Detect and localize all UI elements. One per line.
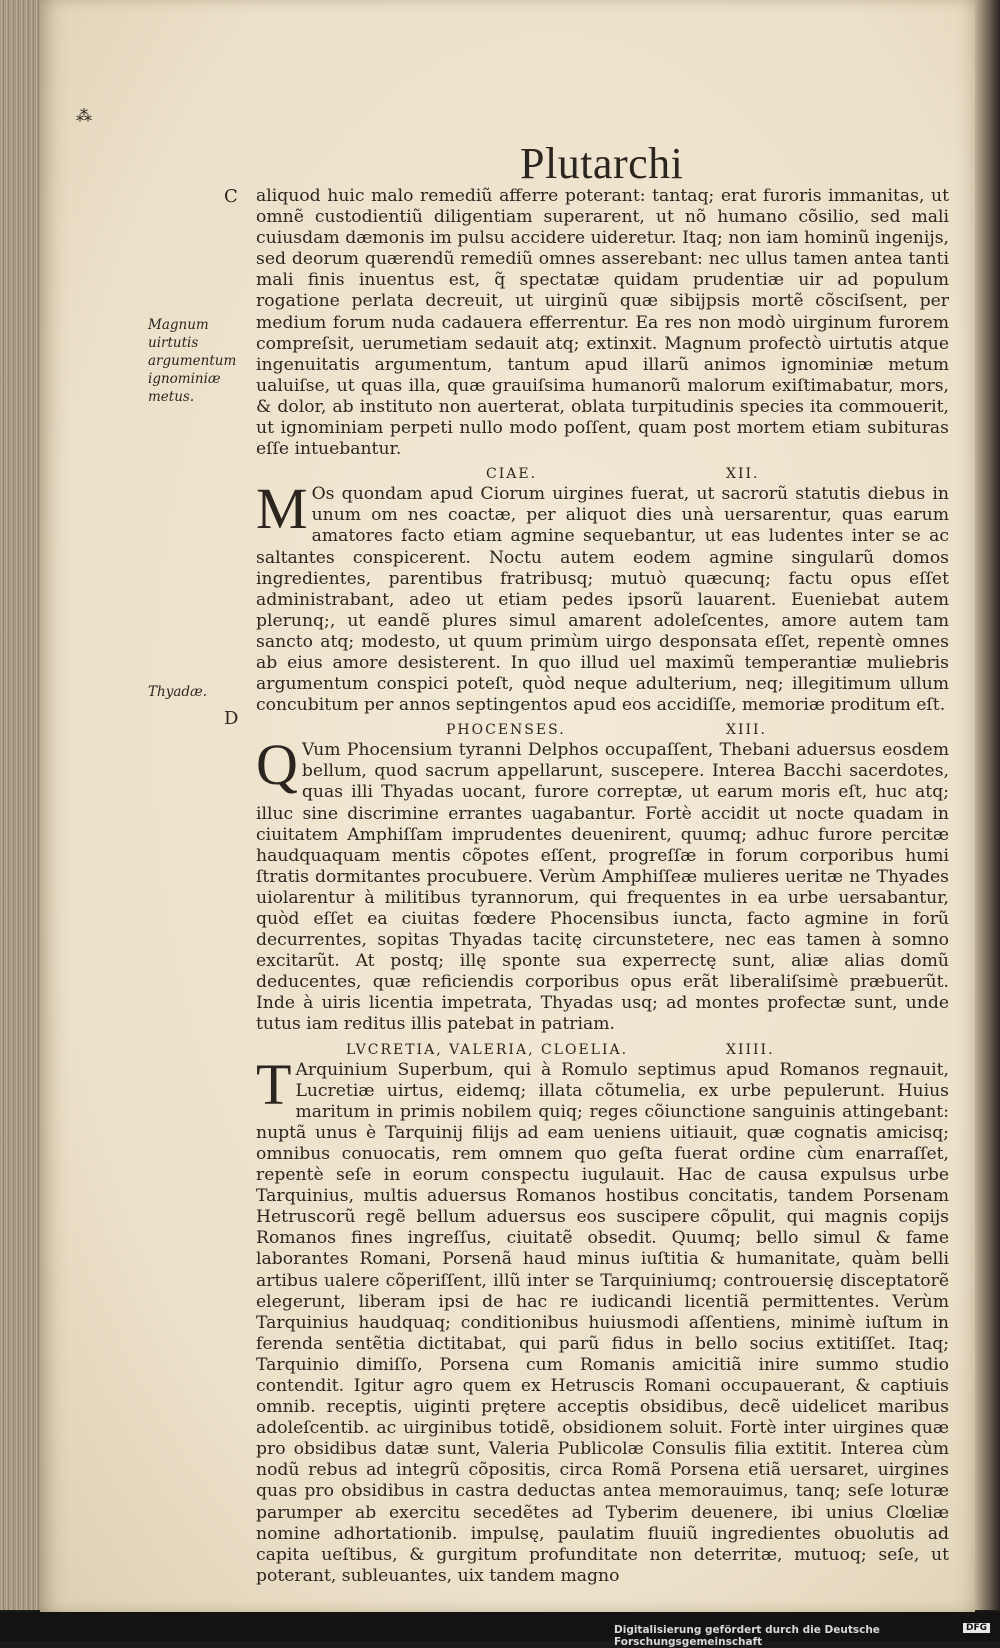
opening-paragraph: aliquod huic malo remediũ afferre poterant: tantaq; erat furoris immanitas, ut omnẽ custodientiũ diligentiam superarent, ut nõ humano cõsilio, sed mali cuiusdam dæmonis im pulsu accidere uideretur. Itaq; non iam hominũ ingenijs, sed deorum quærendũ remediũ omnes asserebant: nec ullus tamen antea tanti mali finis inuentus est, q̃ spectatæ quidam prudentiæ uir ad populum rogatione perlata decreuit, ut uirginũ quæ sibijpsis mortẽ cõsciſsent, per medium forum nuda cadauera efferrentur. Ea res non modò uirginum furorem compreſsit, uerumetiam sedauit atq; extinxit. Magnum profectò uirtutis atque ingenuitatis argumentum, tantum apud illarũ animos ignominiæ metum ualuiſse, ut quas illa, quæ grauiſsima humanorũ malorum exiſtimabatur, mors, & dolor, ab instituto non auerterat, oblata turpitudinis species ita commouerit, ut ignominiam perpeti nullo modo poſſent, quam post mortem etiam subituras eſſe intuebantur. [256, 186, 949, 460]
section-number-xiii: XIII. [726, 722, 768, 739]
paragraph-ciae [256, 476, 949, 716]
side-note-magnum: Magnum uirtutis argumentum ignominiæ metus. [148, 317, 237, 405]
paragraph-lucretia-text: Arquinium Superbum, qui à Romulo septimus apud Romanos regnauit, Lucretiæ uirtus, eidemq; illata cõtumelia, ex urbe pepulerunt. Huius maritum in primis nobilem quiq; reges cõiunctione sanguinis attingebant: nuptã unus è Tarquinij filijs ad eam ueniens uitiauit, quæ cognatis amicisq; omnibus conuocatis, rem omnem quo geſta fuerat ordine cùm enarraſſet, repentè seſe in eorum conspectu iugulauit. Hac de causa expulsus urbe Tarquinius, multis aduersus Romanos hostibus concitatis, tandem Porsenam Hetruscorũ regẽ bellum aduersus eos suscipere cõpulit, qui magnis copijs Romanos fines ingreſſus, ciuitatẽ obsedit. Quumq; bello simul & fame laborantes Romani, Porsenã haud minus iuſtitia & humanitate, quàm belli artibus ualere cõperiſſent, illũ inter se Tarquiniumq; controuersię disceptatorẽ elegerunt, liberam ipsi de hac re iudicandi licentiã permittentes. Verùm Tarquinius haudquaq; conditionibus huiusmodi aſſentiens, minimè iuſtum in ferenda sentẽtia dictitabat, qui parũ fidus in bello socius extitiſſet. Itaq; Tarquinio dimiſſo, Porsena cum Romanis amicitiã inire summo studio contendit. Igitur agro quem ex Hetruscis Romani occupauerant, & captiuis omnib. receptis, uiginti prętere acceptis obsidibus, decẽ uidelicet maribus adoleſcentib. ac uirginibus totidẽ, obsidionem soluit. Fortè inter uirgines quæ pro obsidibus datæ sunt, Valeria Publicolæ Consulis filia extitit. Interea cùm nodũ rebus ad integrũ cõpositis, circa Romã Porsena etiã uersaret, uirgines quas pro obsidibus in castra deductas antea memorauimus, tanq; seſe loturæ parumper ab exercitu secedẽtes ad Tyberim deuenere, ibi unius Clœliæ nomine adhortationib. impulsę, paulatim fluuiũ ingredientes obuolutis ad capita ueſtibus, & gurgitum profunditate non deterritæ, mutuoq; seſe, ut poterant, subleuantes, uix tandem magno [256, 1059, 949, 1586]
margin-letter-d: D [224, 708, 239, 729]
section-heading-lucretia [256, 1038, 949, 1058]
drop-initial-t: T [256, 1051, 292, 1117]
section-number-xiiii: XIIII. [726, 1041, 775, 1058]
paragraph-ciae-text: Os quondam apud Ciorum uirgines fuerat, ut sacrorũ statutis diebus in unum om nes coactæ, per aliquot dies unà uersarentur, quas earum amatores facto etiam agmine sequebantur, ut eas ludentes inter se ac saltantes conspicerent. Noctu autem eodem agmine singularũ domos ingredientes, parentibus fratribusq; mutuò quæcunq; factu opus eſſet administrabant, adeo ut etiam pedes ipsorũ lauarent. Eueniebat autem plerunq;, ut eandẽ plures simul amarent adoleſcentes, amore autem tam sancto atq; modesto, ut quum primùm uirgo desponsata eſſet, repentè omnes ab eius amore desisterent. In quo illud uel maximũ temperantiæ muliebris argumentum conspici poteſt, quòd neque adulterium, neq; illegitimum ullum concubitum per annos septingentos apud eos accidiſſe, memoriæ proditum eſt. [256, 484, 949, 716]
section-number-xii: XII. [726, 466, 760, 483]
paragraph-lucretia [256, 1051, 949, 1587]
drop-initial-m: M [256, 476, 308, 542]
dfg-logo: DFG [963, 1623, 990, 1633]
side-note-thyadae: Thyadæ. [148, 684, 207, 700]
margin-letter-c: C [224, 186, 238, 207]
paragraph-phocenses-text: Vum Phocensium tyranni Delphos occupaſſent, Thebani aduersus eosdem bellum, quod sacrum appellarunt, suscepere. Interea Bacchi sacerdotes, quas illi Thyadas uocant, furore correptæ, ut earum moris eſt, huc atq; illuc sine discrimine errantes uagabantur. Fortè accidit ut nocte quadam in ciuitatem Amphiſſam imprudentes deuenirent, quumq; adhuc furore percitæ haudquaquam mentis cõpotes eſſent, progreſſæ in forum corporibus humi ſtratis dormitantes procubuere. Verùm Amphiſſeæ mulieres ueritæ ne Thyades uiolarentur à militibus tyrannorum, qui frequentes in ea urbe uersabantur, quòd eſſet ea ciuitas fœdere Phocensibus iuncta, facto agmine in forũ decurrentes, sopitas Thyadas tacitę circunstetere, nec eas tamen à somno excitarũt. At postq; illę sponte sua experrectę sunt, aliæ alias domũ deducentes, quæ reficiendis corporibus opus erãt liberaliſsimè præbuerũt. Inde à uiris licentia impetrata, Thyadas usq; ad montes profectæ sunt, unde tutus iam reditus illis patebat in patriam. [256, 740, 949, 1035]
section-title-lucretia: LVCRETIA, VALERIA, CLOELIA. [346, 1041, 629, 1058]
section-heading-phocenses [256, 718, 949, 738]
section-title-phocenses: PHOCENSES. [446, 722, 566, 739]
section-title-ciae: CIAE. [486, 466, 538, 483]
paragraph-phocenses [256, 732, 949, 1035]
section-heading-ciae [256, 462, 949, 482]
funding-credit: Digitalisierung gefördert durch die Deutsche Forschungsgemeinschaft [614, 1624, 880, 1648]
running-head-title: Plutarchi [520, 139, 684, 188]
drop-initial-q: Q [256, 732, 298, 798]
main-text-column [256, 186, 949, 1587]
page-margin-mark: ⁂ [76, 106, 92, 125]
